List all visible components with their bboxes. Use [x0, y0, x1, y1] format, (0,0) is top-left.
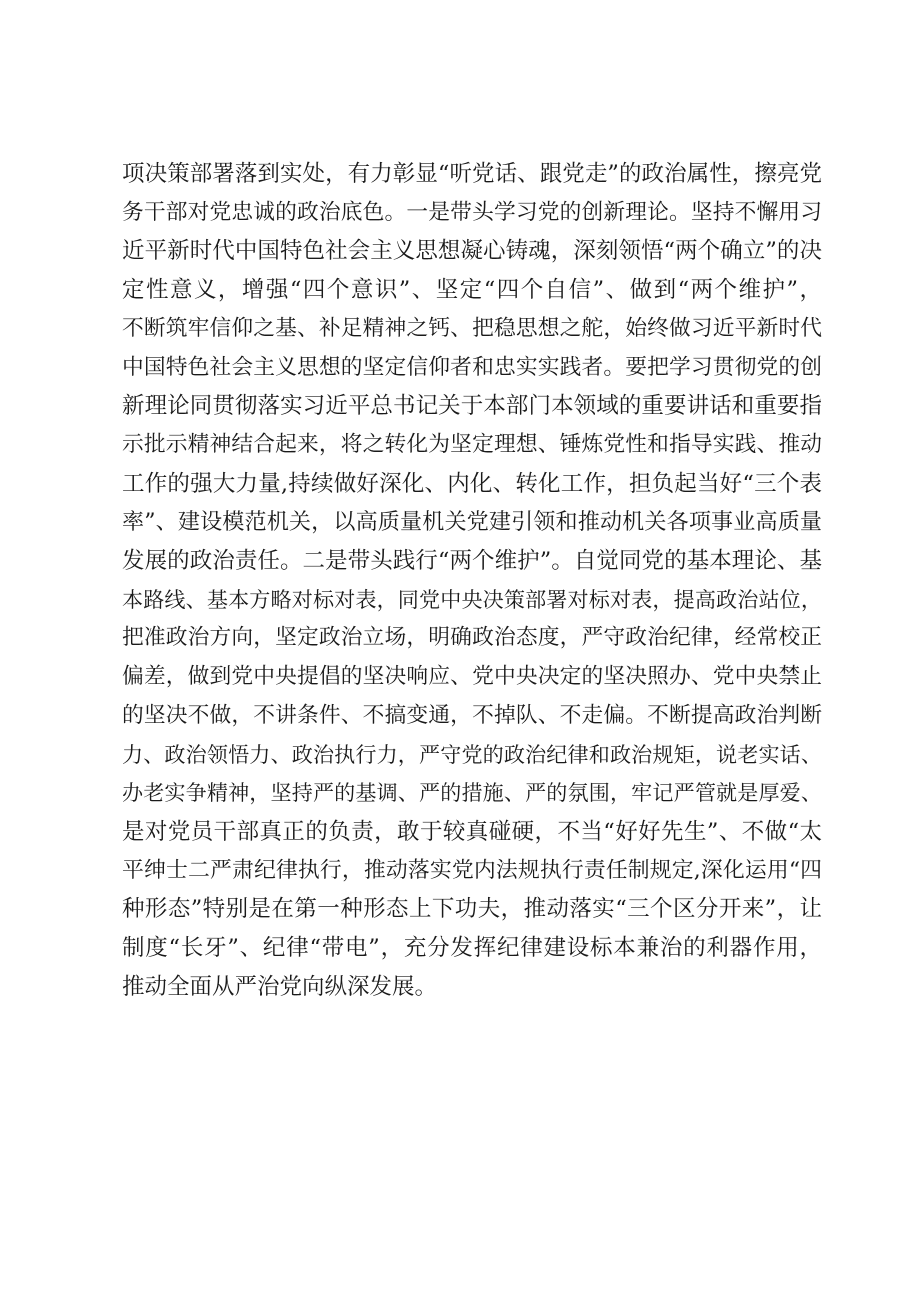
paragraph-line: 力、政治领悟力、政治执行力，严守党的政治纪律和政治规矩，说老实话、 — [122, 741, 822, 767]
paragraph-line: 推动全面从严治党向纵深发展。 — [122, 973, 438, 1000]
paragraph-line: 发展的政治责任。二是带头践行“两个维护”。自觉同党的基本理论、基 — [122, 548, 822, 575]
paragraph-line: 率”、建设模范机关，以高质量机关党建引领和推动机关各项事业高质量 — [122, 509, 822, 536]
paragraph-line: 新理论同贯彻落实习近平总书记关于本部门本领域的重要讲话和重要指 — [122, 393, 822, 420]
paragraph-line: 的坚决不做，不讲条件、不搞变通，不掉队、不走偏。不断提高政治判断 — [122, 702, 822, 728]
paragraph-line: 工作的强大力量,持续做好深化、内化、转化工作，担负起当好“三个表 — [122, 470, 822, 497]
paragraph-line: 务干部对党忠诚的政治底色。一是带头学习党的创新理论。坚持不懈用习 — [122, 199, 822, 225]
paragraph-line: 不断筑牢信仰之基、补足精神之钙、把稳思想之舵，始终做习近平新时代 — [122, 315, 822, 341]
paragraph-line: 示批示精神结合起来，将之转化为坚定理想、锤炼党性和指导实践、推动 — [122, 431, 822, 457]
paragraph-line: 近平新时代中国特色社会主义思想凝心铸魂，深刻领悟“两个确立”的决 — [122, 238, 822, 265]
paragraph-line: 本路线、基本方略对标对表，同党中央决策部署对标对表，提高政治站位， — [122, 586, 822, 612]
paragraph-line: 种形态”特别是在第一种形态上下功夫，推动落实“三个区分开来”，让 — [122, 896, 822, 923]
paragraph-line: 把准政治方向，坚定政治立场，明确政治态度，严守政治纪律，经常校正 — [122, 625, 822, 651]
paragraph-line: 项决策部署落到实处，有力彰显“听党话、跟党走”的政治属性，擦亮党 — [122, 161, 822, 187]
paragraph-line: 是对党员干部真正的负责，敢于较真碰硬，不当“好好先生”、不做“太 — [122, 818, 822, 845]
body-paragraph — [122, 155, 822, 1006]
paragraph-line: 制度“长牙”、纪律“带电”，充分发挥纪律建设标本兼治的利器作用， — [122, 935, 822, 962]
paragraph-line: 定性意义，增强“四个意识”、坚定“四个自信”、做到“两个维护”， — [122, 277, 822, 304]
paragraph-line: 平绅士二严肃纪律执行，推动落实党内法规执行责任制规定,深化运用“四 — [122, 857, 822, 883]
paragraph-line: 偏差，做到党中央提倡的坚决响应、党中央决定的坚决照办、党中央禁止 — [122, 664, 822, 690]
paragraph-line: 中国特色社会主义思想的坚定信仰者和忠实实践者。要把学习贯彻党的创 — [122, 354, 822, 380]
paragraph-line: 办老实争精神，坚持严的基调、严的措施、严的氛围，牢记严管就是厚爱、 — [122, 780, 822, 806]
